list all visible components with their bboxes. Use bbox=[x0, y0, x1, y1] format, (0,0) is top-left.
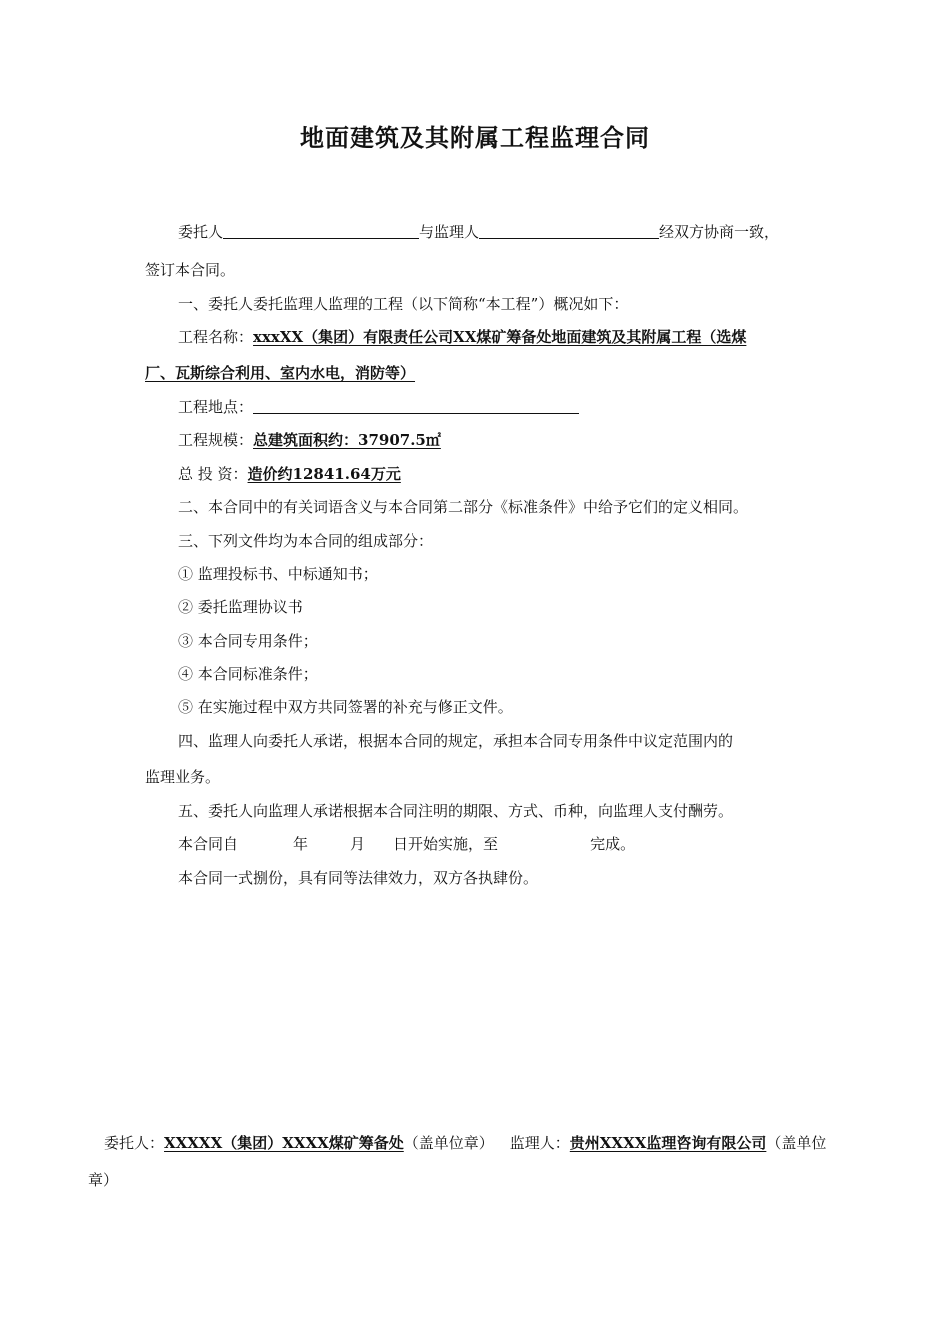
supervisor-label: 与监理人 bbox=[419, 223, 480, 241]
document-item: ② 委托监理协议书 bbox=[178, 598, 303, 616]
signature-line bbox=[104, 1133, 826, 1153]
contract-period-line bbox=[178, 834, 635, 854]
project-scale-line bbox=[178, 430, 441, 450]
client-blank bbox=[223, 222, 419, 239]
project-name-label: 工程名称： bbox=[178, 328, 254, 346]
document-item: ③ 本合同专用条件； bbox=[178, 632, 318, 650]
document-item: ④ 本合同标准条件； bbox=[178, 665, 318, 683]
sec3-heading: 三、下列文件均为本合同的组成部分： bbox=[178, 532, 434, 550]
period-year: 年 bbox=[293, 835, 309, 853]
project-location-label: 工程地点： bbox=[178, 398, 254, 416]
sign-supervisor-label: 监理人： bbox=[509, 1134, 570, 1152]
period-from: 本合同自 bbox=[178, 835, 239, 853]
document-item: ⑤ 在实施过程中双方共同签署的补充与修正文件。 bbox=[178, 698, 513, 716]
signature-seal-cont: 章） bbox=[88, 1171, 119, 1189]
client-label: 委托人 bbox=[178, 223, 224, 241]
document-title: 地面建筑及其附属工程监理合同 bbox=[300, 124, 650, 152]
project-name-value-cont: 厂、瓦斯综合利用、室内水电，消防等） bbox=[145, 364, 416, 382]
period-start: 日开始实施，至 bbox=[393, 835, 499, 853]
project-scale-value: 总建筑面积约：37907.5㎡ bbox=[253, 431, 441, 449]
investment-line bbox=[178, 464, 401, 484]
signed-text: 签订本合同。 bbox=[145, 261, 236, 279]
agreed-text: 经双方协商一致， bbox=[659, 223, 780, 241]
intro-line bbox=[178, 222, 779, 242]
project-location-blank bbox=[253, 397, 579, 414]
investment-value: 造价约12841.64万元 bbox=[247, 465, 401, 483]
supervisor-blank bbox=[479, 222, 659, 239]
sec4-text: 四、监理人向委托人承诺，根据本合同的规定，承担本合同专用条件中议定范围内的 bbox=[178, 732, 734, 750]
sec2-text: 二、本合同中的有关词语含义与本合同第二部分《标准条件》中给予它们的定义相同。 bbox=[178, 498, 749, 516]
project-location-line bbox=[178, 397, 579, 417]
project-name-value: xxxXX（集团）有限责任公司XX煤矿筹备处地面建筑及其附属工程（选煤 bbox=[253, 328, 747, 346]
copies-text: 本合同一式捌份，具有同等法律效力，双方各执肆份。 bbox=[178, 869, 539, 887]
sec4-text-cont: 监理业务。 bbox=[145, 768, 221, 786]
sign-client-label: 委托人： bbox=[104, 1134, 165, 1152]
sign-client-name: XXXXX（集团）XXXX煤矿筹备处 bbox=[164, 1134, 404, 1152]
project-scale-label: 工程规模： bbox=[178, 431, 254, 449]
sec5-text: 五、委托人向监理人承诺根据本合同注明的期限、方式、币种，向监理人支付酬劳。 bbox=[178, 802, 734, 820]
sign-supervisor-name: 贵州XXXX监理咨询有限公司 bbox=[569, 1134, 767, 1152]
period-month: 月 bbox=[350, 835, 366, 853]
sign-supervisor-seal: （盖单位 bbox=[766, 1134, 827, 1152]
investment-label: 总 投 资： bbox=[178, 465, 248, 483]
document-item: ① 监理投标书、中标通知书； bbox=[178, 565, 378, 583]
project-name-line bbox=[178, 327, 746, 347]
sign-client-seal: （盖单位章） bbox=[403, 1134, 494, 1152]
sec1-heading: 一、委托人委托监理人监理的工程（以下简称“本工程”）概况如下： bbox=[178, 295, 629, 313]
period-complete: 完成。 bbox=[590, 835, 636, 853]
